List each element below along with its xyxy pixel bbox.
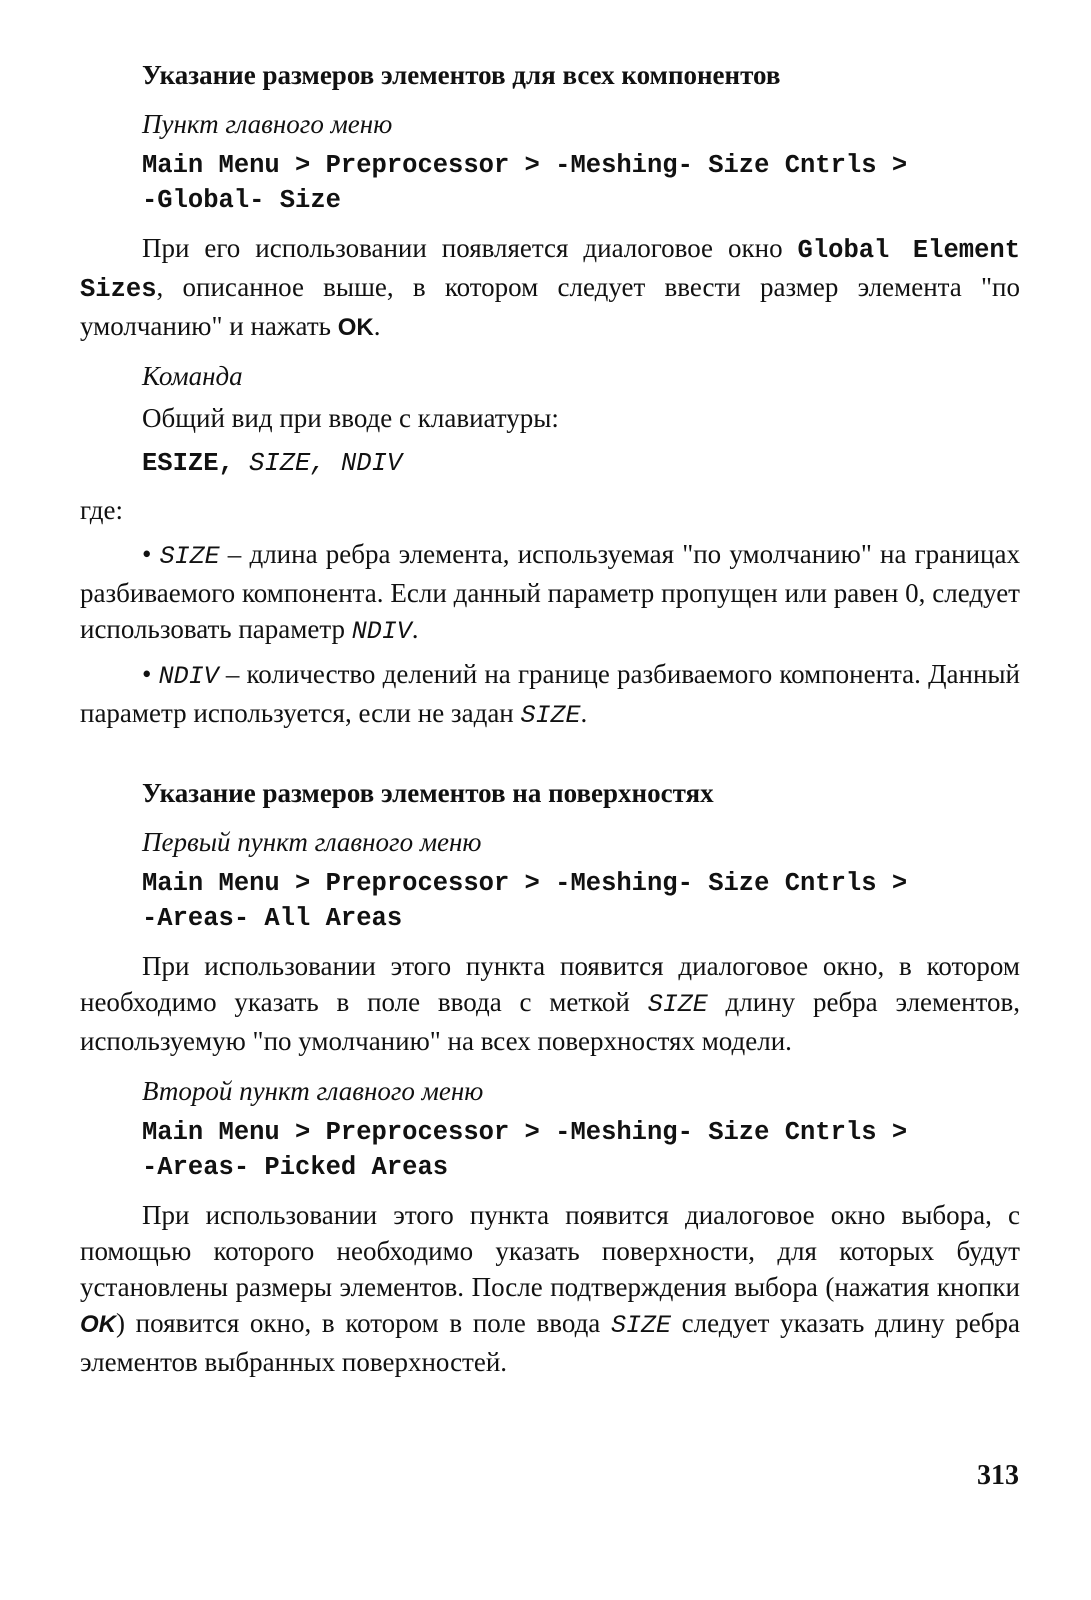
command-name: ESIZE, [142, 449, 234, 478]
command-intro: Общий вид при вводе с клавиатуры: [142, 403, 559, 433]
menu-path-line: -Global- Size [142, 186, 341, 215]
text: – количество делений на границе разбиваемого компонента. Данный параметр используется, если не задан [80, 659, 1020, 728]
page-content [80, 56, 1020, 1392]
param-ref-size: SIZE [520, 701, 581, 730]
menu-item-label-first: Первый пункт главного меню [142, 827, 482, 857]
menu-path-global-size [142, 148, 1020, 218]
paragraph-picked-areas [80, 1197, 1020, 1380]
section-heading-areas: Указание размеров элементов на поверхностях [142, 778, 714, 808]
param-ref-ndiv: NDIV [351, 617, 412, 646]
bullet-size: • SIZE – длина ребра элемента, используемая "по умолчанию" на границах разбиваемого компонента. Если данный параметр пропущен или равен 0, следует использовать параметр NDIV. [80, 539, 1020, 646]
text: При его использовании появляется диалоговое окно [142, 233, 798, 263]
text: следует указать длину ребра элементов выбранных поверхностей. [80, 1308, 1020, 1377]
text: ) появится окно, в котором в поле ввода [116, 1308, 611, 1338]
ok-button-ref: OK [337, 314, 374, 341]
paragraph-global-size [80, 230, 1020, 346]
menu-path-line: Main Menu > Preprocessor > -Meshing- Size Cntrls > [142, 869, 908, 898]
menu-path-line: -Areas- Picked Areas [142, 1153, 449, 1182]
where-label: где: [80, 495, 123, 525]
text: При использовании этого пункта появится диалоговое окно выбора, с помощью которого необходимо указать поверхности, для которых будут установлены размеры элементов. После подтверждения выбора (нажатия кнопки [80, 1200, 1020, 1302]
menu-path-line: Main Menu > Preprocessor > -Meshing- Size Cntrls > [142, 151, 908, 180]
bullet-ndiv: • NDIV – количество делений на границе разбиваемого компонента. Данный параметр используется, если не задан SIZE. [80, 659, 1020, 730]
menu-path-line: -Areas- All Areas [142, 904, 403, 933]
text: . [373, 311, 381, 341]
command-args: SIZE, NDIV [233, 449, 403, 478]
paragraph-all-areas [80, 948, 1020, 1059]
menu-item-label-second: Второй пункт главного меню [142, 1076, 484, 1106]
command-syntax [142, 446, 1020, 482]
text: длину ребра элементов, используемую "по умолчанию" на всех поверхностях модели. [80, 987, 1021, 1056]
text: – длина ребра элемента, используемая "по умолчанию" на границах разбиваемого компонента. Если данный параметр пропущен или равен 0, следует использовать параметр [80, 539, 1020, 644]
field-size: SIZE [610, 1311, 671, 1340]
menu-path-all-areas [142, 866, 1020, 936]
text: , описанное выше, в котором следует ввести размер элемента "по умолчанию" и нажать [80, 272, 1020, 341]
text: . [580, 698, 588, 728]
menu-path-picked-areas [142, 1115, 1020, 1185]
menu-item-label: Пункт главного меню [142, 109, 393, 139]
section-heading-all-components: Указание размеров элементов для всех компонентов [142, 60, 781, 90]
text: При использовании этого пункта появится диалоговое окно, в котором необходимо указать в поле ввода с меткой [80, 951, 1020, 1017]
field-size: SIZE [647, 990, 708, 1019]
text: . [411, 614, 419, 644]
menu-path-line: Main Menu > Preprocessor > -Meshing- Size Cntrls > [142, 1118, 908, 1147]
dialog-name: Global Element Sizes [80, 236, 1020, 304]
page-number: 313 [977, 1460, 1019, 1491]
param-ndiv: NDIV [158, 662, 219, 691]
ok-button-ref: OK [80, 1311, 116, 1338]
param-size: SIZE [159, 542, 220, 571]
command-label: Команда [142, 361, 243, 391]
